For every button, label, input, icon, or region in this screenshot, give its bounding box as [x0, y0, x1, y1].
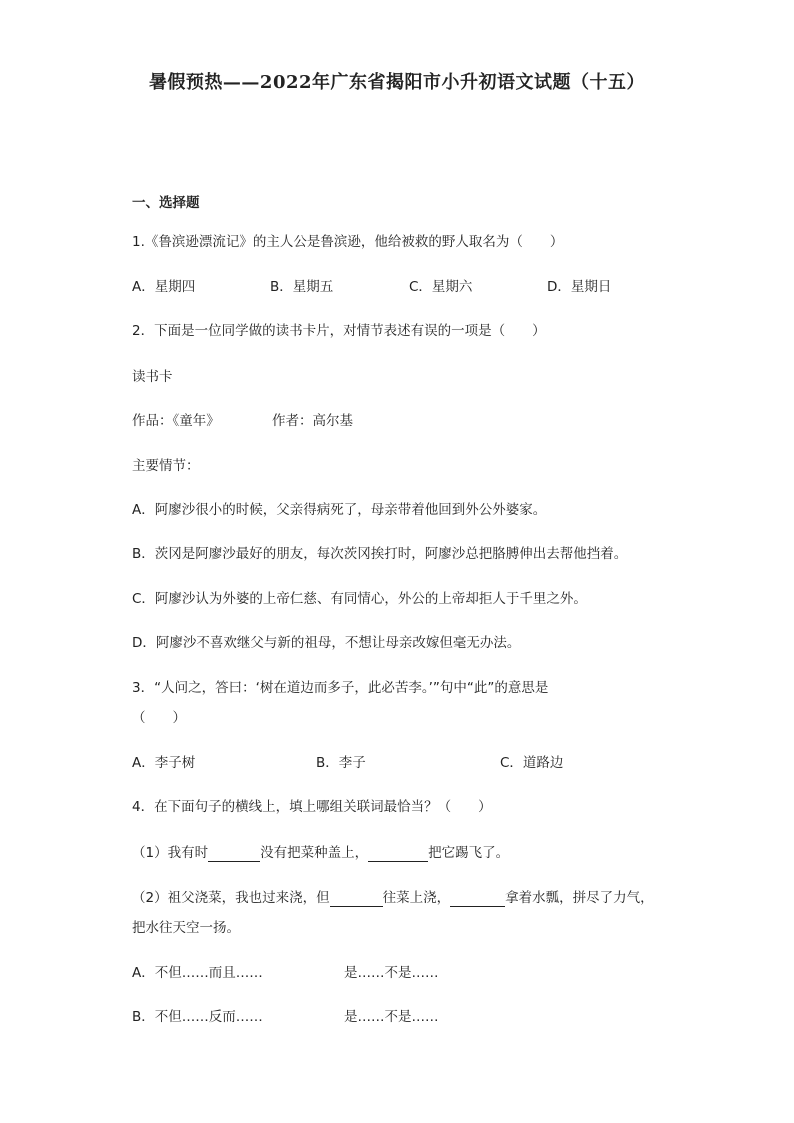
- q1-option-c: C．星期六: [409, 279, 473, 295]
- q2-option-c: C．阿廖沙认为外婆的上帝仁慈、有同情心，外公的上帝却拒人于千里之外。: [132, 591, 587, 607]
- card-work: 作品：《童年》: [132, 413, 220, 429]
- q4-option-a-part1: A．不但……而且……: [132, 965, 263, 981]
- plot-label: 主要情节：: [132, 458, 200, 474]
- s1-part-a: （1）我有时: [132, 845, 209, 861]
- q4-sentence-1: [132, 844, 509, 862]
- s2-part-c: 拿着水瓢，拼尽了力气，: [505, 890, 654, 906]
- q3-option-c: C．道路边: [500, 755, 564, 771]
- s1-part-b: 没有把菜种盖上，: [260, 845, 369, 861]
- reading-card-title: 读书卡: [132, 369, 173, 385]
- fill-blank: [208, 847, 260, 862]
- s1-part-c: 把它踢飞了。: [428, 845, 510, 861]
- fill-blank: [450, 892, 505, 907]
- q2-option-b: B．茨冈是阿廖沙最好的朋友，每次茨冈挨打时，阿廖沙总把胳膊伸出去帮他挡着。: [132, 546, 628, 562]
- section-heading: 一、选择题: [132, 195, 200, 211]
- q4-option-b-part1: B．不但……反而……: [132, 1009, 263, 1025]
- page-title: 暑假预热——2022年广东省揭阳市小升初语文试题（十五）: [148, 72, 646, 93]
- card-author: 作者：高尔基: [272, 413, 353, 429]
- q1-option-d: D．星期日: [547, 279, 612, 295]
- q2-option-d: D．阿廖沙不喜欢继父与新的祖母，不想让母亲改嫁但毫无办法。: [132, 635, 521, 651]
- fill-blank: [368, 847, 428, 862]
- question-2-stem: 2．下面是一位同学做的读书卡片，对情节表述有误的一项是（ ）: [132, 323, 546, 339]
- fill-blank: [330, 892, 383, 907]
- q3-option-a: A．李子树: [132, 755, 196, 771]
- q4-sentence-2-cont: 把水往天空一扬。: [132, 920, 240, 936]
- q2-option-a: A．阿廖沙很小的时候，父亲得病死了，母亲带着他回到外公外婆家。: [132, 502, 547, 518]
- q1-option-b: B．星期五: [270, 279, 334, 295]
- q3-option-b: B．李子: [316, 755, 366, 771]
- s2-part-b: 往菜上浇，: [382, 890, 451, 906]
- q4-sentence-2: [132, 889, 654, 907]
- question-3-stem-cont: （ ）: [132, 710, 186, 726]
- question-3-stem: 3．“人问之，答曰：‘树在道边而多子，此必苦李。’”句中“此”的意思是: [132, 680, 549, 696]
- q4-option-b-part2: 是……不是……: [344, 1009, 439, 1025]
- s2-part-a: （2）祖父浇菜，我也过来浇，但: [132, 890, 330, 906]
- q4-option-a-part2: 是……不是……: [344, 965, 439, 981]
- q1-option-a: A．星期四: [132, 279, 196, 295]
- question-1-stem: 1.《鲁滨逊漂流记》的主人公是鲁滨逊，他给被救的野人取名为（ ）: [132, 234, 564, 250]
- question-4-stem: 4．在下面句子的横线上，填上哪组关联词最恰当？（ ）: [132, 799, 492, 815]
